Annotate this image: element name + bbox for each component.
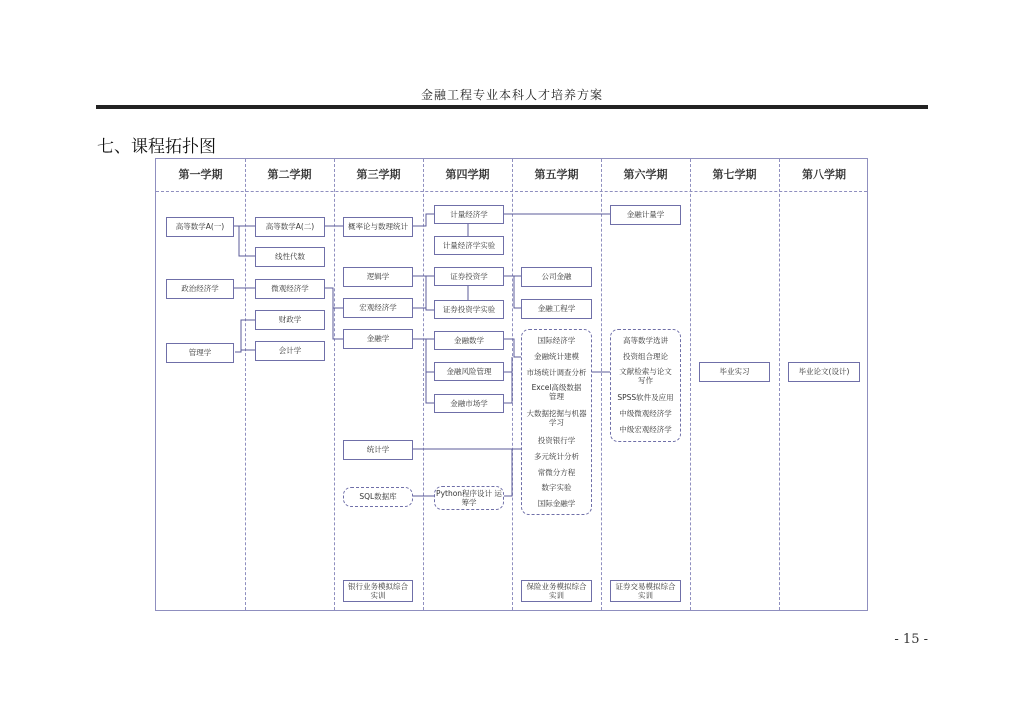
elective-item: SPSS软件及应用 [617,393,674,402]
elective-item: 多元统计分析 [534,452,579,461]
course-statistics: 统计学 [343,440,413,460]
course-python-operations-research: Python程序设计 运筹学 [434,486,504,510]
elective-item: 投资银行学 [537,436,576,445]
semester-header-1: 第一学期 [178,168,223,181]
semester-header-7: 第七学期 [712,168,757,181]
page-number: - 15 - [894,632,928,647]
course-microeconomics: 微观经济学 [255,279,325,299]
elective-group-semester-5 [521,329,592,515]
course-bank-training: 银行业务模拟综合实训 [343,580,413,602]
course-topology-diagram [155,158,868,611]
course-political-economy: 政治经济学 [166,279,234,299]
course-math-a1: 高等数学A(一) [166,217,234,237]
course-corporate-finance: 公司金融 [521,267,592,287]
elective-item: 投资组合理论 [623,352,668,361]
course-graduation-thesis: 毕业论文(设计) [788,362,860,382]
semester-header-3: 第三学期 [356,168,401,181]
course-econometrics: 计量经济学 [434,205,504,224]
course-sql-database: SQL数据库 [343,487,413,507]
elective-item: 中级宏观经济学 [619,425,672,434]
elective-item: 文献检索与论文写作 [619,367,672,385]
elective-item: 数字实验 [541,483,572,492]
section-title: 七、课程拓扑图 [97,137,216,157]
course-graduation-internship: 毕业实习 [699,362,770,382]
course-financial-econometrics: 金融计量学 [610,205,681,225]
course-financial-mathematics: 金融数学 [434,331,504,350]
course-financial-engineering: 金融工程学 [521,299,592,319]
course-investments: 证券投资学 [434,267,504,286]
elective-item: 金融统计建模 [534,352,579,361]
course-macroeconomics: 宏观经济学 [343,298,413,318]
semester-header-5: 第五学期 [534,168,579,181]
semester-header-4: 第四学期 [445,168,490,181]
semester-header-2: 第二学期 [267,168,312,181]
course-linear-algebra: 线性代数 [255,247,325,267]
elective-item: 国际经济学 [537,336,576,345]
course-math-a2: 高等数学A(二) [255,217,325,237]
course-probability-statistics: 概率论与数理统计 [343,217,413,237]
course-financial-markets: 金融市场学 [434,394,504,413]
course-finance: 金融学 [343,329,413,349]
course-accounting: 会计学 [255,341,325,361]
header-rule [96,105,928,109]
course-risk-management: 金融风险管理 [434,362,504,381]
course-management: 管理学 [166,343,234,363]
elective-item: 大数据挖掘与机器学习 [526,409,587,427]
course-logic: 逻辑学 [343,267,413,287]
elective-item: 国际金融学 [537,499,576,508]
elective-item: 中级微观经济学 [619,409,672,418]
elective-item: 常微分方程 [537,468,576,477]
semester-header-8: 第八学期 [802,168,846,181]
course-econometrics-lab: 计量经济学实验 [434,236,504,255]
course-public-finance: 财政学 [255,310,325,330]
semester-header-6: 第六学期 [623,168,668,181]
elective-item: 高等数学选讲 [623,336,668,345]
course-investments-lab: 证券投资学实验 [434,300,504,319]
elective-item: 市场统计调查分析 [526,368,587,377]
elective-group-semester-6 [610,329,681,442]
course-insurance-training: 保险业务模拟综合实训 [521,580,592,602]
elective-item: Excel高级数据管理 [531,383,582,401]
course-securities-training: 证券交易模拟综合实训 [610,580,681,602]
running-header: 金融工程专业本科人才培养方案 [420,88,603,102]
